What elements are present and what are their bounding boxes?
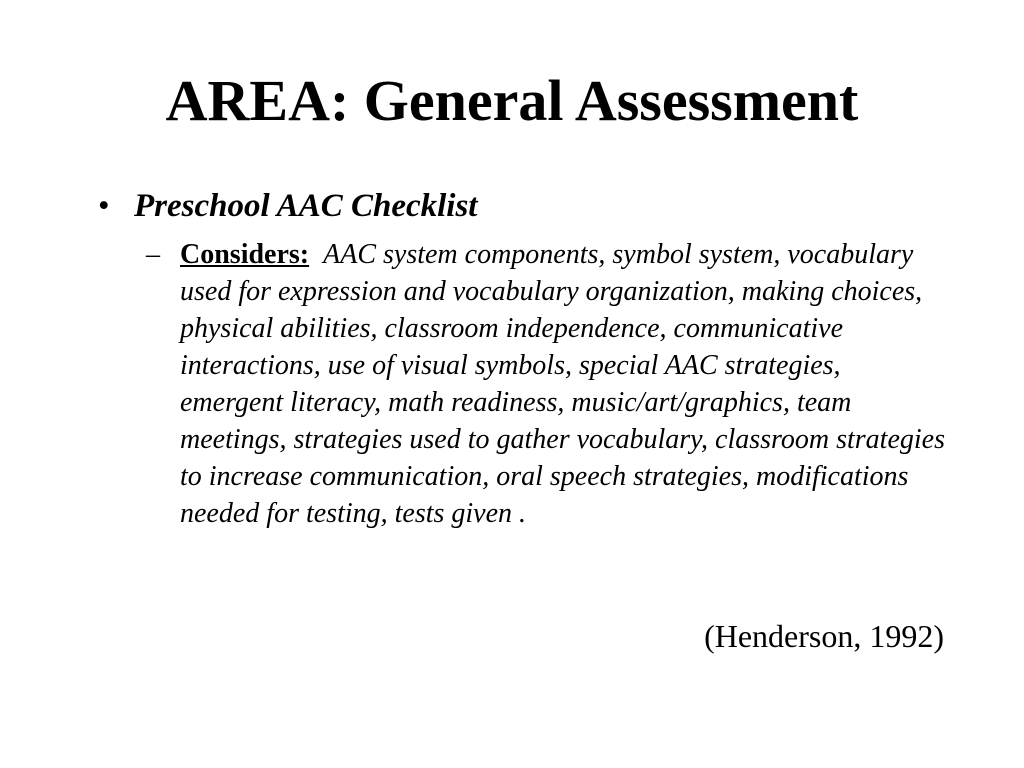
bullet-marker: •: [98, 188, 110, 224]
bullet-item: [98, 186, 477, 226]
sub-bullet-item: [146, 236, 946, 532]
considers-label: Considers:: [180, 239, 310, 270]
citation: (Henderson, 1992): [704, 618, 944, 654]
considers-text: AAC system components, symbol system, vocabulary used for expression and vocabulary organization, making choices, physical abilities, classroom independence, communicative interactions, use of visual symbols, special AAC strategies, emergent literacy, math readiness, music/art/graphics, team meetings, strategies used to gather vocabulary, classroom strategies to increase communication, oral speech strategies, modifications needed for testing, tests given .: [180, 239, 945, 529]
bullet-text: Preschool AAC Checklist: [134, 188, 478, 224]
slide-title: AREA: General Assessment: [165, 68, 859, 133]
sub-bullet-marker: –: [146, 239, 160, 270]
sub-bullet-content: [180, 236, 946, 532]
